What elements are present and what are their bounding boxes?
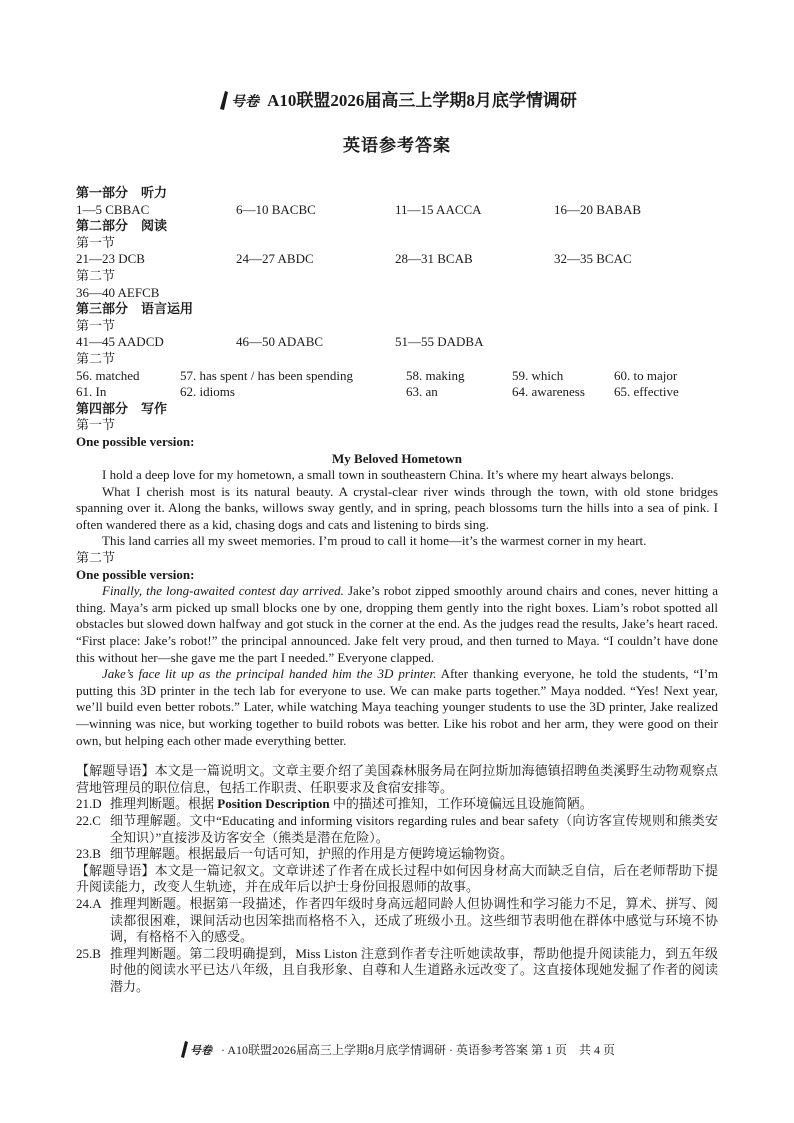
guide-note: 【解题导语】本文是一篇说明文。文章主要介绍了美国森林服务局在阿拉斯加海德镇招聘鱼类溪野生动物观察点营地管理员的职位信息，包括工作职责、任职要求及食宿安排等。 bbox=[76, 763, 718, 795]
fill-answer: 64. awareness bbox=[512, 384, 585, 400]
answer-group: 16—20 BABAB bbox=[554, 201, 642, 217]
essay-paragraph: What I cherish most is its natural beauty. A crystal-clear river winds through the town, with old stone bridges spanning over it. Along the banks, willows sway gently, and in spring, peach blossoms turn the hills into a sea of pink. I often wandered there as a kid, chasing dogs and cats and listening to birds sing. bbox=[76, 483, 718, 532]
answer-group: 11—15 AACCA bbox=[395, 201, 482, 217]
page-header bbox=[0, 86, 794, 116]
essay-paragraph: This land carries all my sweet memories. I’m proud to call it home—it’s the warmest corner in my heart. bbox=[102, 533, 647, 549]
fill-answer: 65. effective bbox=[614, 384, 679, 400]
page-footer bbox=[0, 1040, 794, 1062]
part2-section1-label: 第一节 bbox=[76, 234, 116, 250]
page-title: A10联盟2026届高三上学期8月底学情调研 bbox=[267, 91, 577, 110]
story-lead-sentence: Finally, the long-awaited contest day arrived. bbox=[102, 583, 344, 599]
part2-heading: 第二部分 阅读 bbox=[76, 218, 168, 234]
explanation-item bbox=[76, 846, 718, 863]
version-label-2: One possible version: bbox=[76, 566, 195, 582]
part4-section1-label: 第一节 bbox=[76, 417, 116, 433]
guide-note: 【解题导语】本文是一篇记叙文。文章讲述了作者在成长过程中如何因身材高大而缺乏自信，后在老师帮助下提升阅读能力，改变人生轨迹，并在成年后以护士身份回报恩师的故事。 bbox=[76, 862, 718, 895]
item-text: 推理判断题。根据 Position Description 中的描述可推知，工作环境偏远且设施简陋。 bbox=[110, 796, 593, 812]
fill-answer: 63. an bbox=[406, 384, 438, 400]
part3-fill-row2 bbox=[76, 384, 718, 401]
story-text: Jake’s robot zipped smoothly around chairs and cones, never hitting a thing. Maya’s arm picked up small blocks one by one, dropping them gently into the right boxes. Liam’s robot spotted all obstacles but slowed down halfway and got stuck in the corner at the end. As the judges read the results, Jake’s heart raced. “First place: Jake’s robot!” the principal announced. Jake felt very proud, and then turned to Maya. “I couldn’t have done this without her—she gave me the part I needed.” Everyone clapped. bbox=[76, 583, 718, 665]
page-subtitle: 英语参考答案 bbox=[343, 136, 451, 155]
fill-answer: 62. idioms bbox=[180, 384, 235, 400]
answer-group: 28—31 BCAB bbox=[395, 251, 473, 267]
svg-text:号卷: 号卷 bbox=[190, 1044, 212, 1057]
item-text: 推理判断题。第二段明确提到，Miss Liston 注意到作者专注听她读故事，帮助他提升阅读能力，到五年级时他的阅读水平已达八年级，且自我形象、自尊和人生道路永远改变了。这直接体现她发掘了作者的阅读潜力。 bbox=[110, 945, 718, 994]
answer-group: 1—5 CBBAC bbox=[76, 201, 150, 217]
part4-heading: 第四部分 写作 bbox=[76, 400, 168, 416]
answer-group: 24—27 ABDC bbox=[236, 251, 314, 267]
part3-heading: 第三部分 语言运用 bbox=[76, 301, 194, 317]
item-text: 细节理解题。根据最后一句话可知，护照的作用是方便跨境运输物资。 bbox=[110, 846, 514, 862]
fill-answer: 58. making bbox=[406, 367, 465, 383]
part3-section2-label: 第二节 bbox=[76, 350, 116, 366]
item-number: 23.B bbox=[76, 846, 101, 862]
part1-heading: 第一部分 听力 bbox=[76, 185, 168, 200]
answer-group: 41—45 AADCD bbox=[76, 334, 164, 350]
part2-answers2: 36—40 AEFCB bbox=[76, 284, 160, 300]
part4-section2-label: 第二节 bbox=[76, 550, 116, 566]
item-number: 21.D bbox=[76, 796, 102, 812]
content bbox=[76, 185, 718, 996]
essay-paragraph: I hold a deep love for my hometown, a small town in southeastern China. It’s where my heart always belongs. bbox=[102, 467, 674, 483]
fill-answer: 59. which bbox=[512, 367, 564, 383]
part2-answers1 bbox=[76, 251, 718, 268]
fill-answer: 60. to major bbox=[614, 367, 678, 383]
story-paragraph bbox=[76, 666, 718, 749]
story-text: After thanking everyone, he told the students, “I’m putting this 3D printer in the tech lab for everyone to use. We can make parts together.” Maya nodded. “Yes! Next year, we’ll build even better robots.” Later, while watching Maya teaching younger students to use the 3D printer, Jake realized—winning was nice, but working together to build robots was better. Like his robot and her arm, they were good on their own, but helping each other made everything better. bbox=[76, 666, 719, 748]
item-number: 25.B bbox=[76, 945, 101, 961]
part3-answers1 bbox=[76, 334, 718, 351]
part1-answers bbox=[76, 202, 718, 219]
fill-answer: 61. In bbox=[76, 384, 107, 400]
explanation-item bbox=[76, 946, 718, 996]
explanation-item bbox=[76, 896, 718, 946]
answer-group: 32—35 BCAC bbox=[554, 251, 632, 267]
answer-group: 51—55 DADBA bbox=[395, 334, 484, 350]
fill-answer: 56. matched bbox=[76, 367, 140, 383]
explanation-item bbox=[76, 813, 718, 846]
part2-section2-label: 第二节 bbox=[76, 267, 116, 283]
brand-logo bbox=[217, 89, 263, 116]
story-lead-sentence: Jake’s face lit up as the principal handed him the 3D printer. bbox=[102, 666, 437, 682]
item-text: 细节理解题。文中“Educating and informing visitors regarding rules and bear safety（向访客宣传规则和熊类安全知识）”直接涉及访客安全（熊类是潜在危险）。 bbox=[110, 812, 718, 845]
essay-title: My Beloved Hometown bbox=[332, 450, 462, 466]
version-label: One possible version: bbox=[76, 433, 195, 449]
footer-text: · A10联盟2026届高三上学期8月底学情调研 · 英语参考答案 第 1 页 共 4 页 bbox=[221, 1042, 615, 1057]
item-number: 24.A bbox=[76, 895, 102, 911]
item-text: 推理判断题。根据第一段描述，作者四年级时身高远超同龄人但协调性和学习能力不足，算术、拼写、阅读都很困难，课间活动也因笨拙而格格不入，还成了班级小丑。这些细节表明他在群体中感觉与环境不协调，有格格不入的感受。 bbox=[110, 895, 718, 945]
item-number: 22.C bbox=[76, 812, 101, 828]
part3-section1-label: 第一节 bbox=[76, 317, 116, 333]
explanation-item bbox=[76, 796, 718, 813]
part3-fill-row1 bbox=[76, 368, 718, 385]
svg-text:号卷: 号卷 bbox=[231, 93, 260, 110]
answer-group: 46—50 ADABC bbox=[236, 334, 324, 350]
fill-answer: 57. has spent / has been spending bbox=[180, 367, 353, 383]
story-paragraph bbox=[76, 583, 718, 666]
footer-logo bbox=[179, 1040, 217, 1062]
answer-group: 21—23 DCB bbox=[76, 251, 145, 267]
answer-group: 6—10 BACBC bbox=[236, 201, 316, 217]
